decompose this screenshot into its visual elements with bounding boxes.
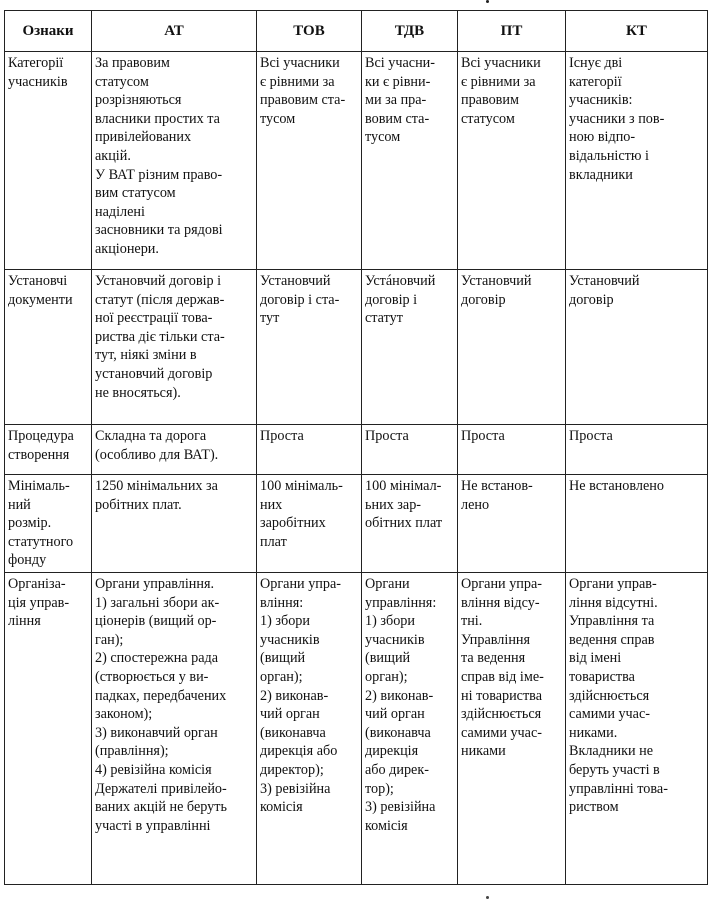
- table-cell: Проста: [257, 425, 362, 475]
- table-cell: Органи упра- вління відсу- тні. Управління та ведення справ від іме- ні товариства здійснюється самими учас- никами: [458, 573, 566, 885]
- header-tov: ТОВ: [257, 11, 362, 52]
- header-signs: Ознаки: [5, 11, 92, 52]
- table-cell: Всі учасники є рівними за правовим ста- тусом: [257, 52, 362, 270]
- table-cell: Установчий договір і статут (після держав- ної реєстрації това- риства діє тільки ста- тут, ніякі зміни в установчий договір не вносяться).: [92, 270, 257, 425]
- header-kt: КТ: [566, 11, 708, 52]
- table-cell: Устáновчий договір і статут: [362, 270, 458, 425]
- table-cell: 1250 мінімальних за робітних плат.: [92, 475, 257, 573]
- row-label: Мінімаль- ний розмір. статутного фонду: [5, 475, 92, 573]
- table-row-min-capital: [5, 475, 708, 573]
- header-row: [5, 11, 708, 52]
- table-row-management: [5, 573, 708, 885]
- row-label: Категорії учасників: [5, 52, 92, 270]
- stray-mark: [486, 0, 489, 3]
- table-row-founding-documents: [5, 270, 708, 425]
- table-cell: Органи управління: 1) збори учасників (вищий орган); 2) виконав- чий орган (виконавча дирекція або дирек- тор); 3) ревізійна комісія: [362, 573, 458, 885]
- row-label: Установчі документи: [5, 270, 92, 425]
- table-cell: Не встановлено: [566, 475, 708, 573]
- table-cell: Проста: [566, 425, 708, 475]
- table-cell: Органи упра- вління: 1) збори учасників (вищий орган); 2) виконав- чий орган (виконавча дирекція або директор); 3) ревізійна комісія: [257, 573, 362, 885]
- table-cell: Всі учасни- ки є рівни- ми за пра- вовим ста- тусом: [362, 52, 458, 270]
- table-cell: Всі учасники є рівними за правовим статусом: [458, 52, 566, 270]
- table-cell: За правовим статусом розрізняються власники простих та привілейованих акцій. У ВАТ різним право- вим статусом наділені засновники та рядові акціонери.: [92, 52, 257, 270]
- stray-mark: [486, 896, 489, 899]
- table-cell: Установчий договір: [566, 270, 708, 425]
- table-cell: Установчий договір і ста- тут: [257, 270, 362, 425]
- row-label: Організа- ція управ- ління: [5, 573, 92, 885]
- table-cell: Складна та дорога (особливо для ВАТ).: [92, 425, 257, 475]
- table-cell: Не встанов- лено: [458, 475, 566, 573]
- table-cell: 100 мінімал- ьних зар- обітних плат: [362, 475, 458, 573]
- header-at: АТ: [92, 11, 257, 52]
- header-pt: ПТ: [458, 11, 566, 52]
- table-cell: Органи управ- ління відсутні. Управління та ведення справ від імені товариства здійснюється самими учас- никами. Вкладники не беруть участі в управлінні това- риством: [566, 573, 708, 885]
- table-cell: Існує дві категорії учасників: учасники з пов- ною відпо- відальністю і вкладники: [566, 52, 708, 270]
- table-cell: Проста: [362, 425, 458, 475]
- table-row-participants: [5, 52, 708, 270]
- header-tdv: ТДВ: [362, 11, 458, 52]
- table-cell: 100 мінімаль- них заробітних плат: [257, 475, 362, 573]
- table-row-creation-procedure: [5, 425, 708, 475]
- table-cell: Органи управління. 1) загальні збори ак- ціонерів (вищий ор- ган); 2) спостережна рада (створюється у ви- падках, передбачених законом); 3) виконавчий орган (правління); 4) ревізійна комісія Держателі привілейо- ваних акцій не беруть участі в управлінні: [92, 573, 257, 885]
- table-cell: Проста: [458, 425, 566, 475]
- table-cell: Установчий договір: [458, 270, 566, 425]
- comparison-table: [4, 10, 708, 885]
- row-label: Процедура створення: [5, 425, 92, 475]
